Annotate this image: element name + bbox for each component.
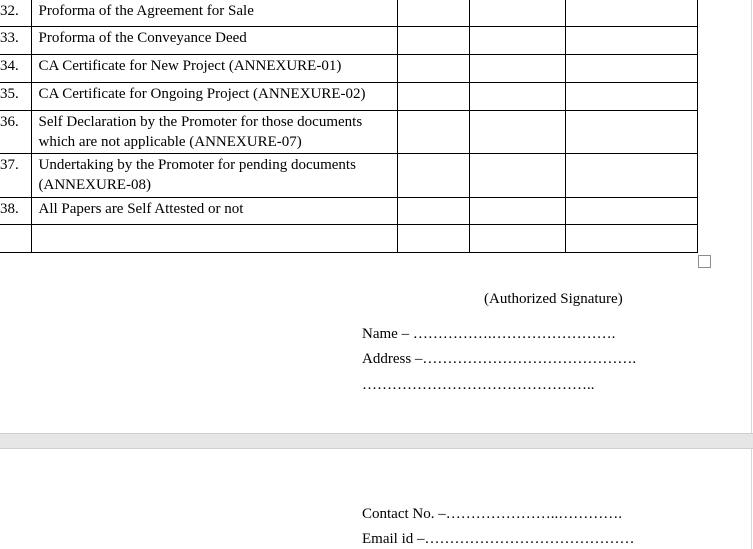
address-continuation-line: ……………………………………….. [362,377,595,393]
row-empty-cell[interactable] [469,225,565,253]
row-empty-cell[interactable] [565,225,697,253]
row-number-cell [0,55,31,83]
table-row [0,83,697,111]
address-line [362,350,636,368]
row-empty-cell[interactable] [565,83,697,111]
name-dotted-line: …………….……………………. [412,326,616,342]
row-description-cell [31,27,397,55]
name-label: Name – [362,326,410,342]
row-description-cell [31,83,397,111]
address-dotted-line: ……………………………………. [422,351,637,367]
table-row [0,0,697,27]
row-number: 33. [0,30,19,46]
row-description [39,225,397,226]
contact-line [362,505,622,523]
row-number-cell [0,198,31,225]
row-empty-cell[interactable] [469,154,565,198]
row-number-cell [0,111,31,154]
row-description: Proforma of the Conveyance Deed [38,30,247,46]
contact-dotted-line: …………………..…………. [445,506,622,522]
email-label: Email id – [362,531,425,547]
document-page-2 [0,449,752,549]
row-empty-cell[interactable] [397,27,469,55]
row-description-cell [31,111,397,154]
name-line [362,325,615,343]
row-empty-cell[interactable] [565,27,697,55]
row-empty-cell[interactable] [397,225,469,253]
row-number-cell [0,154,31,198]
row-number: 35. [0,86,19,102]
row-description-cell [31,55,397,83]
row-description: Proforma of the Agreement for Sale [38,3,254,19]
email-line [362,530,635,548]
row-empty-cell[interactable] [565,198,697,225]
table-row [0,154,697,198]
row-description-cell [31,198,397,225]
row-description: All Papers are Self Attested or not [38,201,244,217]
email-dotted-line: …………………………………… [424,531,635,547]
row-empty-cell[interactable] [397,198,469,225]
row-empty-cell[interactable] [397,0,469,27]
row-number: 34. [0,58,19,74]
row-description-cell [31,0,397,27]
row-description: Undertaking by the Promoter for pending documents (ANNEXURE-08) [38,157,356,193]
page-separator [0,433,753,449]
row-description-cell [31,225,397,253]
row-empty-cell[interactable] [397,55,469,83]
checklist-table [0,0,698,253]
table-row [0,27,697,55]
row-empty-cell[interactable] [565,0,697,27]
row-empty-cell[interactable] [469,55,565,83]
row-number [0,225,31,226]
row-empty-cell[interactable] [397,83,469,111]
row-empty-cell[interactable] [469,27,565,55]
row-number-cell [0,225,31,253]
row-description-cell [31,154,397,198]
row-number-cell [0,27,31,55]
row-empty-cell[interactable] [397,154,469,198]
row-empty-cell[interactable] [469,83,565,111]
row-empty-cell[interactable] [565,111,697,154]
row-description: Self Declaration by the Promoter for those documents which are not applicable (ANNEXURE-07) [38,114,363,150]
row-empty-cell[interactable] [565,55,697,83]
row-number-cell [0,0,31,27]
row-empty-cell[interactable] [565,154,697,198]
authorized-signature-label: (Authorized Signature) [484,291,623,307]
table-resize-handle[interactable] [698,255,711,268]
row-number-cell [0,83,31,111]
table-row [0,111,697,154]
contact-label: Contact No. – [362,506,446,522]
row-empty-cell[interactable] [397,111,469,154]
table-row [0,55,697,83]
row-empty-cell[interactable] [469,0,565,27]
row-description: CA Certificate for New Project (ANNEXURE-01) [38,58,342,74]
row-number: 37. [0,157,19,173]
row-empty-cell[interactable] [469,198,565,225]
row-number: 38. [0,201,19,217]
row-description: CA Certificate for Ongoing Project (ANNEXURE-02) [38,86,366,102]
table-row [0,198,697,225]
row-number: 36. [0,114,19,130]
row-number: 32. [0,3,19,19]
row-empty-cell[interactable] [469,111,565,154]
address-label: Address – [362,351,423,367]
table-row [0,225,697,253]
